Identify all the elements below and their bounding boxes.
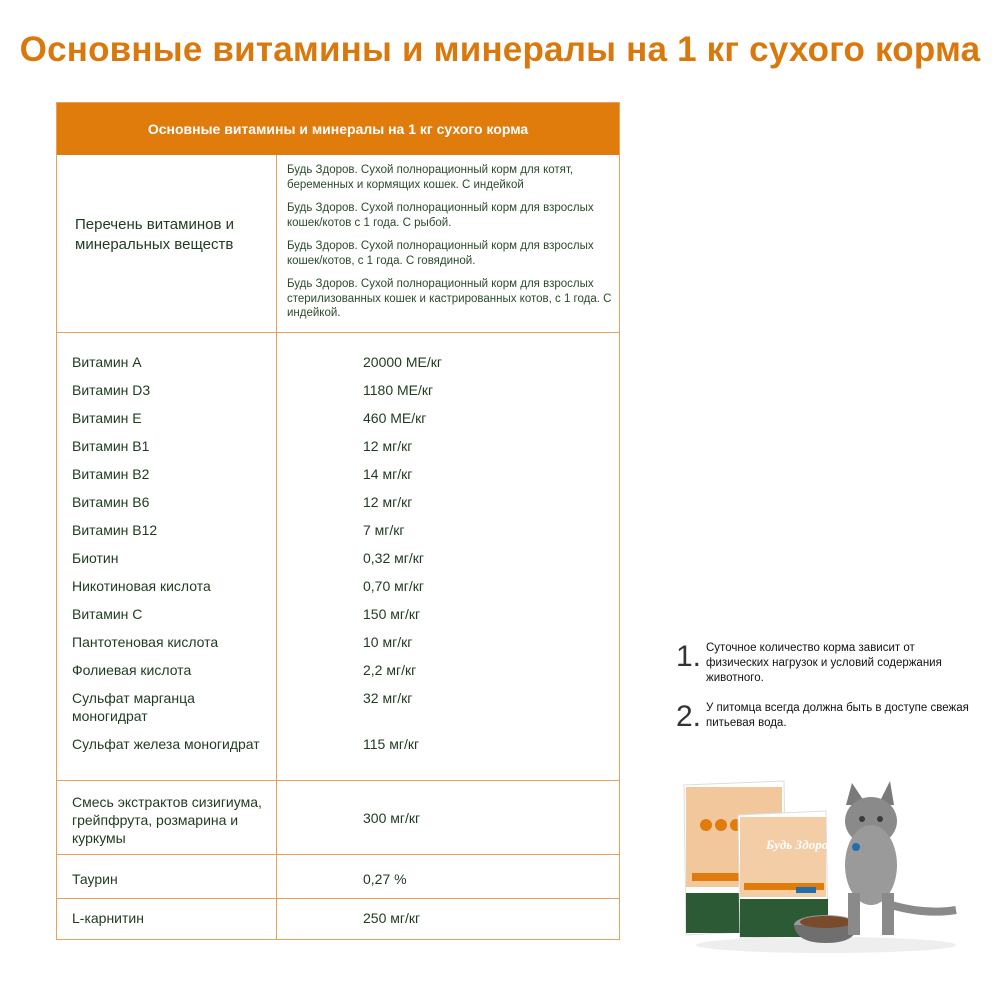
nutrient-value: 150 мг/кг: [363, 606, 421, 622]
product-name: Будь Здоров. Сухой полнорационный корм для котят, беременных и кормящих кошек. С индейкой: [287, 164, 574, 191]
nutrient-name: Сульфат железа моногидрат: [72, 736, 260, 752]
note-number: 2.: [676, 700, 702, 733]
product-name: Будь Здоров. Сухой полнорационный корм для взрослых кошек/котов, с 1 года. С говядиной.: [287, 240, 594, 267]
nutrient-value: 14 мг/кг: [363, 466, 413, 482]
nutrient-value: 0,27 %: [363, 871, 407, 887]
nutrient-value: 12 мг/кг: [363, 494, 413, 510]
nutrient-value: 2,2 мг/кг: [363, 662, 417, 678]
nutrient-name: Биотин: [72, 550, 119, 566]
nutrient-name: Витамин В6: [72, 494, 150, 510]
nutrient-name: Витамин А: [72, 354, 142, 370]
nutrient-name: Витамин D3: [72, 382, 151, 398]
nutrient-value: 20000 МЕ/кг: [363, 354, 442, 370]
nutrient-name: Сульфат марганца моногидрат: [72, 690, 195, 724]
nutrient-name: Таурин: [72, 871, 118, 887]
note-text: Суточное количество корма зависит от физических нагрузок и условий содержания животного.: [706, 642, 942, 684]
nutrient-value: 1180 МЕ/кг: [363, 382, 434, 398]
nutrient-name: Витамин В2: [72, 466, 150, 482]
nutrition-table: [56, 102, 620, 940]
nutrient-value: 0,70 мг/кг: [363, 578, 424, 594]
nutrient-value: 250 мг/кг: [363, 910, 421, 926]
nutrient-name: Пантотеновая кислота: [72, 634, 219, 650]
product-photo: [676, 775, 966, 955]
nutrient-name: Витамин С: [72, 606, 143, 622]
vitamins-list-label: Перечень витаминов и минеральных веществ: [75, 216, 234, 253]
nutrient-name: Фолиевая кислота: [72, 662, 192, 678]
row-divider: [57, 332, 619, 333]
nutrient-name: Смесь экстрактов сизигиума, грейпфрута, розмарина и куркумы: [72, 794, 262, 846]
table-header: Основные витамины и минералы на 1 кг сухого корма: [57, 103, 619, 155]
product-name: Будь Здоров. Сухой полнорационный корм для взрослых кошек/котов с 1 года. С рыбой.: [287, 202, 594, 229]
nutrient-name: Витамин В1: [72, 438, 150, 454]
nutrient-value: 115 мг/кг: [363, 736, 420, 752]
cat: [845, 781, 956, 935]
column-divider: [276, 155, 277, 333]
nutrient-value: 460 МЕ/кг: [363, 410, 427, 426]
nutrient-name: L-карнитин: [72, 910, 144, 926]
nutrient-value: 7 мг/кг: [363, 522, 405, 538]
product-list: [287, 163, 617, 330]
nutrient-name: Никотиновая кислота: [72, 578, 211, 594]
nutrient-value: 32 мг/кг: [363, 690, 413, 706]
note-number: 1.: [676, 640, 702, 673]
note-text: У питомца всегда должна быть в доступе свежая питьевая вода.: [706, 702, 969, 729]
row-divider: [57, 854, 619, 855]
nutrient-name: Витамин В12: [72, 522, 158, 538]
nutrient-value: 12 мг/кг: [363, 438, 413, 454]
nutrient-value: 0,32 мг/кг: [363, 550, 424, 566]
column-divider: [276, 333, 277, 940]
product-name: Будь Здоров. Сухой полнорационный корм для взрослых стерилизованных кошек и кастрированных котов, с 1 года. С индейкой.: [287, 278, 612, 319]
brand-logo: Будь Здоров: [766, 837, 835, 852]
nutrient-value: 10 мг/кг: [363, 634, 413, 650]
page-title: Основные витамины и минералы на 1 кг сухого корма: [19, 30, 981, 69]
nutrient-name: Витамин Е: [72, 410, 142, 426]
row-divider: [57, 780, 619, 781]
row-divider: [57, 898, 619, 899]
nutrient-value: 300 мг/кг: [363, 810, 421, 826]
